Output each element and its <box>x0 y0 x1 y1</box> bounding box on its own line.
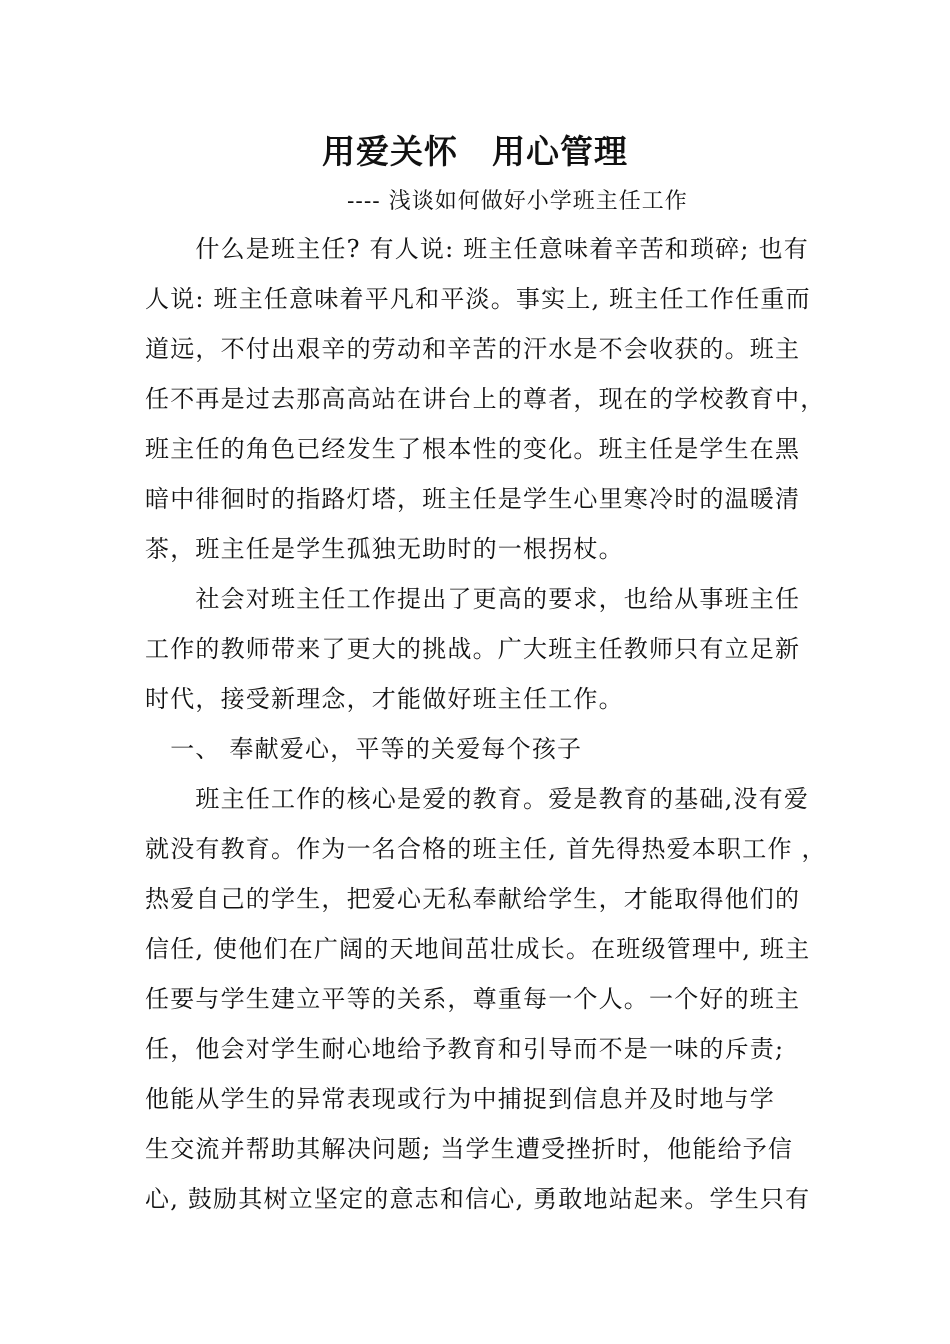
paragraph-line: 任要与学生建立平等的关系，尊重每一个人。一个好的班主 <box>145 985 801 1013</box>
paragraph-line: 班主任工作的核心是爱的教育。爱是教育的基础,没有爱 <box>145 785 810 813</box>
paragraph-line: 任，他会对学生耐心地给予教育和引导而不是一味的斥责; <box>145 1035 785 1063</box>
document-subtitle: ---- 浅谈如何做好小学班主任工作 <box>347 189 688 214</box>
paragraph-line: 茶，班主任是学生孤独无助时的一根拐杖。 <box>145 535 624 563</box>
paragraph-line: 社会对班主任工作提出了更高的要求，也给从事班主任 <box>145 585 801 613</box>
paragraph-line: 心, 鼓励其树立坚定的意志和信心, 勇敢地站起来。学生只有 <box>145 1185 811 1213</box>
paragraph-line: 他能从学生的异常表现或行为中捕捉到信息并及时地与学 <box>145 1085 775 1113</box>
paragraph-line: 信任, 使他们在广阔的天地间茁壮成长。在班级管理中, 班主 <box>145 935 811 963</box>
paragraph-line: 热爱自己的学生，把爱心无私奉献给学生，才能取得他们的 <box>145 885 801 913</box>
section-heading: 一、 奉献爱心，平等的关爱每个孩子 <box>145 735 583 763</box>
paragraph-line: 道远，不付出艰辛的劳动和辛苦的汗水是不会收获的。班主 <box>145 335 801 363</box>
paragraph-line: 暗中徘徊时的指路灯塔，班主任是学生心里寒冷时的温暖清 <box>145 485 801 513</box>
paragraph-line: 任不再是过去那高高站在讲台上的尊者，现在的学校教育中， <box>145 385 826 413</box>
paragraph-line: 人说: 班主任意味着平凡和平淡。事实上, 班主任工作任重而 <box>145 285 811 313</box>
paragraph-line: 工作的教师带来了更大的挑战。广大班主任教师只有立足新 <box>145 635 801 663</box>
paragraph-line: 班主任的角色已经发生了根本性的变化。班主任是学生在黑 <box>145 435 801 463</box>
paragraph-line: 什么是班主任? 有人说: 班主任意味着辛苦和琐碎; 也有 <box>145 235 809 263</box>
paragraph-line: 时代，接受新理念，才能做好班主任工作。 <box>145 685 624 713</box>
paragraph-line: 生交流并帮助其解决问题; 当学生遭受挫折时，他能给予信 <box>145 1135 794 1163</box>
document-title: 用爱关怀 用心管理 <box>322 132 628 171</box>
paragraph-line: 就没有教育。作为一名合格的班主任, 首先得热爱本职工作 ， <box>145 835 827 863</box>
